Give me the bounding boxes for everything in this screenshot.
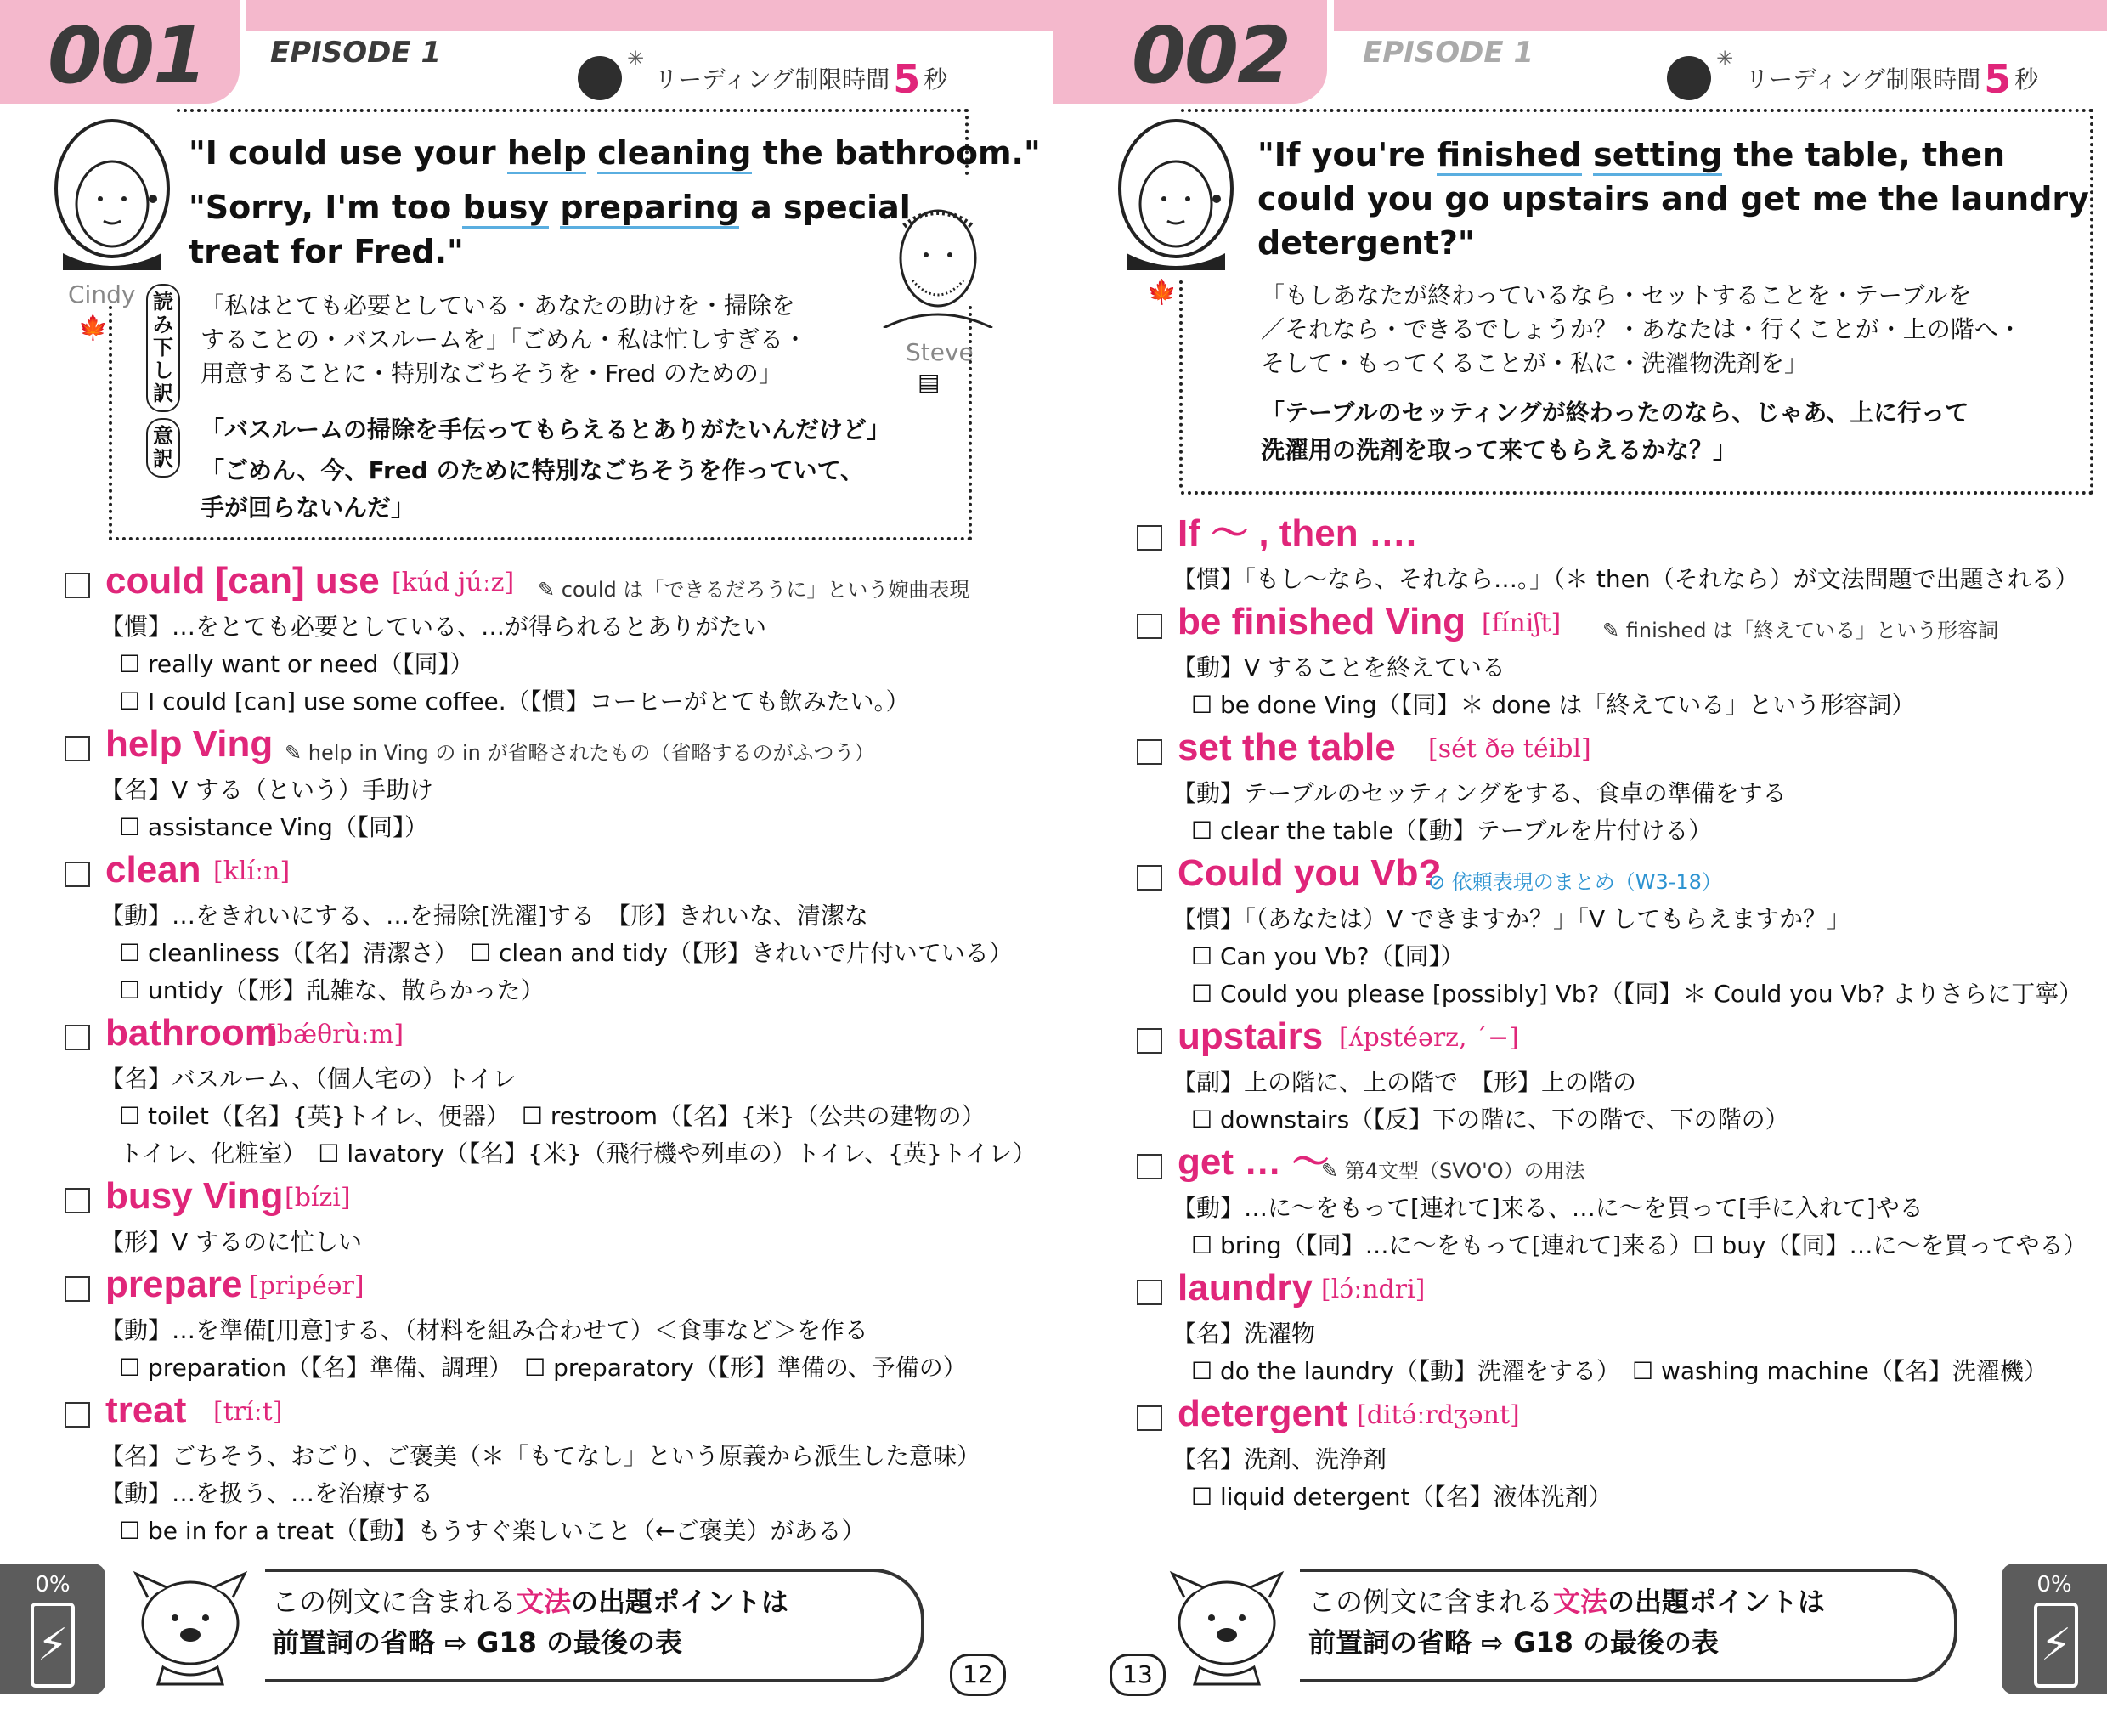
entry-detail-line: 【動】…に～をもって[連れて]来る、…に～を買って[手に入れて]やる [1172, 1194, 1923, 1222]
entry-detail-line: 【動】テーブルのセッティングをする、食卓の準備をする [1172, 779, 1787, 807]
canada-flag-icon: 🍁 [78, 314, 108, 342]
headword: treat [105, 1389, 187, 1431]
episode-label: EPISODE 1 [1363, 36, 1534, 70]
cindy-name: Cindy [68, 280, 136, 308]
headword: bathroom [105, 1012, 278, 1054]
quote-line-1 [189, 131, 1041, 175]
yomi-label: 読み下し訳 [146, 284, 180, 412]
iyaku-line-1: 「テーブルのセッティングが終わったのなら、じゃあ、上に行って [1261, 399, 1969, 427]
entry-checkbox[interactable] [65, 1025, 90, 1050]
pronunciation: [bǽθrùːm] [267, 1020, 404, 1049]
entry-checkbox[interactable] [1137, 525, 1162, 551]
entry-detail-line: 【動】…をきれいにする、…を掃除[洗濯]する 【形】きれいな、清潔な [100, 902, 868, 930]
quote-box-left-edge [1179, 280, 1183, 488]
underlined-word: cleaning [597, 134, 751, 174]
yomi-line-2: することの・バスルームを」「ごめん・私は忙しすぎる・ [201, 325, 808, 353]
reading-timer [1745, 56, 2038, 102]
quote-text [1582, 136, 1593, 173]
usage-note: ✎ could は「できるだろうに」という婉曲表現 [538, 578, 970, 602]
timer-unit: 秒 [2014, 65, 2039, 93]
quote-text [586, 134, 597, 172]
header-bar [1334, 0, 2107, 31]
entry-number: 002 [1132, 10, 1291, 101]
entry-number: 001 [48, 10, 206, 101]
entry-detail-line: ☐ I could [can] use some coffee.（【慣】コーヒーがとても飲みたい。） [119, 687, 910, 715]
headword: detergent [1178, 1393, 1348, 1434]
headword: could [can] use [105, 560, 380, 602]
entry-checkbox[interactable] [1137, 1028, 1162, 1054]
entry-checkbox[interactable] [1137, 1405, 1162, 1431]
entry-detail-line: 【形】V するのに忙しい [100, 1228, 363, 1256]
timer-unit: 秒 [924, 65, 948, 93]
usa-flag-icon: ▤ [918, 368, 941, 396]
entry-detail-line: ☐ Can you Vb?（【同】） [1191, 942, 1465, 970]
entry-detail-line: 【動】…を準備[用意]する、（材料を組み合わせて）＜食事など＞を作る [100, 1316, 868, 1344]
headword: set the table [1178, 727, 1396, 768]
entry-detail-line: ☐ do the laundry（【動】洗濯をする） ☐ washing machine（【名】洗濯機） [1191, 1357, 2048, 1385]
usage-note: ✎ help in Ving の in が省略されたもの（省略するのがふつう） [285, 741, 875, 765]
canada-flag-icon: 🍁 [1147, 278, 1177, 306]
footer-keyword: 文法 [1553, 1586, 1608, 1618]
underlined-word: finished [1437, 136, 1582, 176]
yomi-line-1: 「私はとても必要としている・あなたの助けを・掃除を [201, 291, 796, 319]
reading-timer [654, 56, 947, 102]
underlined-word: preparing [560, 189, 739, 229]
quote-text [549, 189, 560, 226]
entry-detail-line: 【慣】…をとても必要としている、…が得られるとありがたい [100, 613, 767, 641]
timer-value: 5 [893, 56, 921, 102]
headword: upstairs [1178, 1015, 1324, 1057]
entry-detail-line: ☐ Could you please [possibly] Vb?（【同】＊ Could you Vb? よりさらに丁寧） [1191, 980, 2083, 1008]
iyaku-line-3: 手が回らないんだ」 [201, 494, 415, 522]
iyaku-line-2: 「ごめん、今、Fred のために特別なごちそうを作っていて、 [201, 456, 865, 484]
fuse-spark-icon: ✳ [1716, 47, 1734, 71]
entry-detail-line: ☐ toilet（【名】{英}トイレ、便器） ☐ restroom（【名】{米}（公共の建物の） [119, 1102, 986, 1130]
battery-bolt-icon: ⚡ [31, 1603, 75, 1688]
yomi-line-3: そして・もってくることが・私に・洗濯物洗剤を」 [1261, 349, 1809, 377]
quote-line-1 [1257, 133, 2005, 177]
entry-detail-line: ☐ be in for a treat（【動】もうすぐ楽しいこと（←ご褒美）がある） [119, 1517, 866, 1545]
footer-line-1 [1308, 1582, 1825, 1621]
quote-line-2 [189, 185, 911, 229]
headword: help Ving [105, 723, 274, 765]
cindy-avatar [1111, 117, 1239, 270]
headword: busy Ving [105, 1175, 284, 1217]
entry-detail-line: ☐ liquid detergent（【名】液体洗剤） [1191, 1483, 1613, 1511]
quote-line-3: detergent?" [1257, 224, 1475, 262]
headword: be finished Ving [1178, 601, 1466, 642]
entry-checkbox[interactable] [1137, 865, 1162, 891]
entry-checkbox[interactable] [65, 1276, 90, 1302]
footer-text: この例文に含まれる [272, 1586, 517, 1618]
entry-detail-line: 【動】…を扱う、…を治療する [100, 1479, 434, 1507]
timer-label: リーディング制限時間 [654, 65, 890, 93]
cindy-avatar [48, 117, 175, 270]
entry-detail-line: ☐ downstairs（【反】下の階に、下の階で、下の階の） [1191, 1105, 1789, 1134]
quote-line-3: treat for Fred." [189, 233, 464, 270]
steve-name: Steve [906, 338, 974, 366]
battery-bolt-icon: ⚡ [2034, 1603, 2078, 1688]
timer-label: リーディング制限時間 [1745, 65, 1981, 93]
iyaku-label: 意訳 [146, 418, 180, 478]
entry-checkbox[interactable] [65, 736, 90, 761]
bomb-icon [578, 56, 622, 100]
pronunciation: [lɔ́ːndri] [1321, 1275, 1426, 1304]
pronunciation: [kúd júːz] [392, 568, 515, 597]
entry-detail-line: 【名】ごちそう、おごり、ご褒美（＊「もてなし」という原義から派生した意味） [100, 1442, 981, 1470]
pronunciation: [ʌ́pstéərz, ˊ−] [1339, 1023, 1519, 1053]
quote-text: "If you're [1257, 136, 1438, 173]
entry-detail-line: 【副】上の階に、上の階で 【形】上の階の [1172, 1068, 1637, 1096]
yomi-line-1: 「もしあなたが終わっているなら・セットすることを・テーブルを [1261, 281, 1972, 309]
quote-text: "Sorry, I'm too [189, 189, 463, 226]
entry-detail-line: ☐ bring（【同】…に～をもって[連れて]来る）☐ buy（【同】…に～を買ってやる） [1191, 1231, 2087, 1259]
underlined-word: help [507, 134, 586, 174]
bulldog-icon [1166, 1567, 1293, 1686]
entry-detail-line: ☐ be done Ving（【同】＊ done は「終えている」という形容詞） [1191, 691, 1916, 719]
entry-detail-line: ☐ clear the table（【動】テーブルを片付ける） [1191, 817, 1713, 845]
entry-detail-line: 【名】バスルーム、（個人宅の）トイレ [100, 1065, 517, 1093]
entry-detail-line: トイレ、化粧室） ☐ lavatory（【名】{米}（飛行機や列車の）トイレ、{英}トイレ） [119, 1139, 1037, 1168]
pronunciation: [klíːn] [213, 857, 291, 886]
footer-keyword: 文法 [517, 1586, 572, 1618]
headword: clean [105, 849, 201, 891]
episode-label: EPISODE 1 [270, 36, 442, 70]
entry-checkbox[interactable] [1137, 1280, 1162, 1305]
bomb-icon [1667, 56, 1711, 100]
quote-text: the bathroom." [751, 134, 1041, 172]
entry-detail-line: 【名】V する（という）手助け [100, 776, 434, 804]
pronunciation: [ditə́ːrdʒənt] [1357, 1400, 1520, 1430]
entry-checkbox[interactable] [65, 573, 90, 598]
headword: prepare [105, 1264, 243, 1305]
footer-line-1 [272, 1582, 788, 1621]
entry-detail-line: 【慣】「もし～なら、それなら…。」（＊ then（それなら）が文法問題で出題される） [1172, 565, 2079, 593]
footer-text: の出題ポイントは [571, 1586, 789, 1618]
header-bar [246, 0, 1054, 31]
entry-detail-line: ☐ really want or need（【同】） [119, 650, 474, 678]
entry-checkbox[interactable] [65, 1402, 90, 1428]
usage-note: ✎ finished は「終えている」という形容詞 [1602, 619, 1999, 642]
iyaku-line-2: 洗濯用の洗剤を取って来てもらえるかな？」 [1261, 436, 1737, 464]
battery-percent: 0% [2036, 1572, 2072, 1597]
entry-detail-line: 【名】洗濯物 [1172, 1320, 1316, 1348]
quote-text: the table, then [1722, 136, 2006, 173]
entry-detail-line: 【名】洗剤、洗浄剤 [1172, 1445, 1387, 1473]
yomi-line-3: 用意することに・特別なごちそうを・Fred のための」 [201, 359, 782, 387]
pronunciation: [bízi] [285, 1183, 351, 1213]
fuse-spark-icon: ✳ [627, 47, 645, 71]
footer-line-2: 前置詞の省略 ⇨ G18 の最後の表 [272, 1626, 683, 1659]
entry-detail-line: ☐ assistance Ving（【同】） [119, 813, 428, 841]
quote-line-2: could you go upstairs and get me the laundry [1257, 180, 2089, 218]
usage-note: ✎ 第4文型（SVO'O）の用法 [1321, 1159, 1585, 1183]
headword: If ～ , then …. [1178, 512, 1417, 554]
headword: get … ～ [1178, 1141, 1330, 1183]
entry-checkbox[interactable] [1137, 739, 1162, 765]
right-page [1054, 0, 2107, 1736]
entry-checkbox[interactable] [65, 1188, 90, 1213]
battery-indicator [0, 1564, 105, 1694]
timer-value: 5 [1984, 56, 2012, 102]
iyaku-line-1: 「バスルームの掃除を手伝ってもらえるとありがたいんだけど」 [201, 416, 891, 444]
entry-detail-line: ☐ preparation（【名】準備、調理） ☐ preparatory（【形】準備の、予備の） [119, 1354, 967, 1382]
page-number: 12 [950, 1654, 1006, 1696]
battery-indicator [2002, 1564, 2107, 1694]
pronunciation: [fíniʃt] [1482, 608, 1562, 638]
battery-percent: 0% [35, 1572, 71, 1597]
entry-detail-line: ☐ cleanliness（【名】清潔さ） ☐ clean and tidy（【形】きれいで片付いている） [119, 939, 1013, 967]
usage-note: ⊘ 依頼表現のまとめ（W3-18） [1428, 870, 1722, 894]
underlined-word: busy [462, 189, 549, 229]
quote-text: "I could use your [189, 134, 507, 172]
underlined-word: setting [1593, 136, 1722, 176]
pronunciation: [tríːt] [213, 1397, 283, 1427]
pronunciation: [pripéər] [249, 1271, 364, 1301]
headword: laundry [1178, 1267, 1313, 1309]
entry-checkbox[interactable] [1137, 614, 1162, 639]
footer-line-2: 前置詞の省略 ⇨ G18 の最後の表 [1308, 1626, 1720, 1659]
quote-text: a special [738, 189, 911, 226]
pronunciation: [sét ðə téibl] [1428, 734, 1591, 764]
entry-detail-line: 【動】V することを終えている [1172, 653, 1506, 681]
entry-detail-line: ☐ untidy（【形】乱雑な、散らかった） [119, 976, 545, 1004]
entry-checkbox[interactable] [1137, 1154, 1162, 1179]
yomi-line-2: ／それなら・できるでしょうか？・あなたは・行くことが・上の階へ・ [1261, 315, 2022, 343]
entry-detail-line: 【慣】「（あなたは）V できますか？」「V してもらえますか？」 [1172, 905, 1851, 933]
bulldog-icon [129, 1567, 257, 1686]
page-number: 13 [1110, 1654, 1166, 1696]
headword: Could you Vb? [1178, 852, 1442, 894]
footer-text: この例文に含まれる [1308, 1586, 1554, 1618]
entry-checkbox[interactable] [65, 862, 90, 887]
footer-text: の出題ポイントは [1607, 1586, 1826, 1618]
